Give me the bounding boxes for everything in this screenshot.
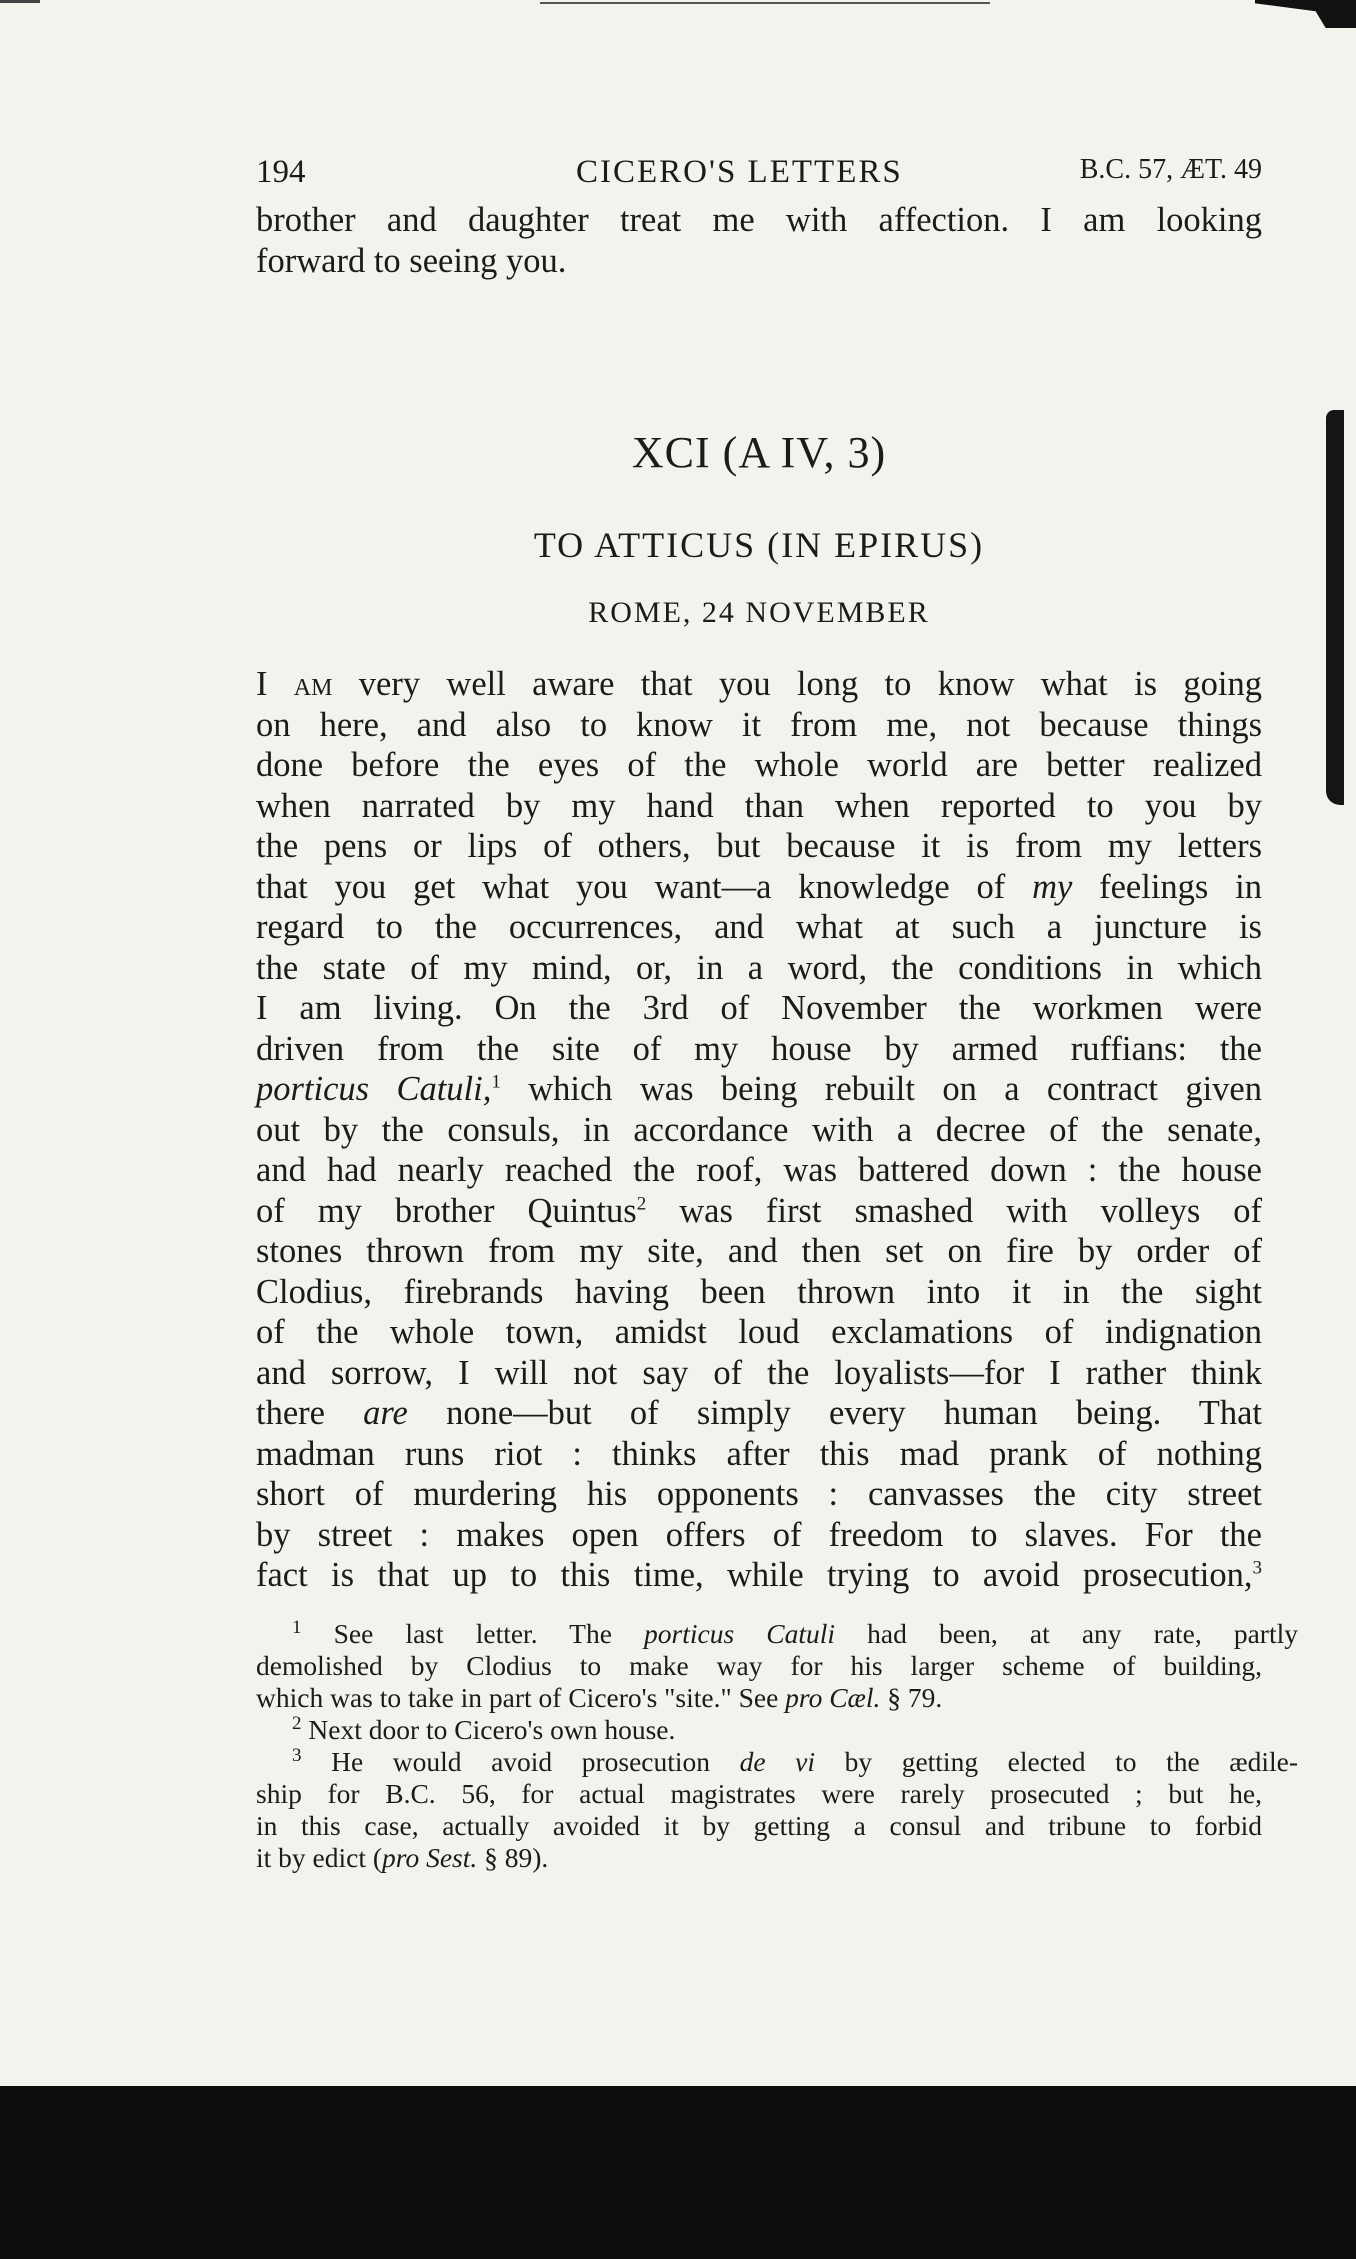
text-line bbox=[256, 867, 1262, 908]
text-line bbox=[256, 1069, 1262, 1110]
scan-bottom-shadow bbox=[0, 2086, 1356, 2259]
text-line: done before the eyes of the whole world are better realized bbox=[256, 746, 1262, 784]
text-run: there bbox=[256, 1394, 364, 1432]
text-line bbox=[256, 1682, 1262, 1714]
text-line: and sorrow, I will not say of the loyalists—for I rather think bbox=[256, 1353, 1262, 1392]
text-line: I am living. On the 3rd of November the workmen were bbox=[256, 989, 1262, 1027]
carryover-text bbox=[256, 200, 1262, 282]
text-line bbox=[256, 1555, 1262, 1596]
text-run: of my brother Quintus bbox=[256, 1191, 637, 1230]
letter-body bbox=[256, 664, 1262, 1596]
text-run: none—but of simply every human being. That bbox=[407, 1394, 1262, 1432]
text-line: by street : makes open offers of freedom to slaves. For the bbox=[256, 1515, 1262, 1554]
italic-run: my bbox=[1032, 867, 1073, 906]
text-line: in this case, actually avoided it by getting a consul and tribune to forbid bbox=[256, 1809, 1262, 1841]
text-line: on here, and also to know it from me, not because things bbox=[256, 705, 1262, 744]
text-line bbox=[256, 1191, 1262, 1232]
text-line: demolished by Clodius to make way for his larger scheme of building, bbox=[256, 1649, 1262, 1681]
italic-run: are bbox=[363, 1394, 408, 1432]
date-reference: B.C. 57, ÆT. 49 bbox=[1079, 154, 1262, 185]
footnote-number: 2 bbox=[292, 1712, 302, 1734]
italic-run: pro Cæl. bbox=[785, 1681, 881, 1713]
text-run: had been, at any rate, partly bbox=[835, 1617, 1298, 1649]
text-line: brother and daughter treat me with affection. I am looking bbox=[256, 201, 1262, 239]
text-run: He would avoid prosecution bbox=[301, 1745, 740, 1777]
text-line: short of murdering his opponents : canvasses the city street bbox=[256, 1475, 1262, 1513]
footnote-3 bbox=[256, 1746, 1298, 1778]
text-run: it by edict ( bbox=[256, 1841, 383, 1873]
text-line bbox=[256, 1842, 1262, 1874]
text-line: regard to the occurrences, and what at such a juncture is bbox=[256, 908, 1262, 946]
text-line: ship for B.C. 56, for actual magistrates were rarely prosecuted ; but he, bbox=[256, 1777, 1262, 1809]
text-line: the state of my mind, or, in a word, the conditions in which bbox=[256, 948, 1262, 987]
italic-run: porticus Catuli bbox=[644, 1617, 836, 1649]
letter-addressee: TO ATTICUS (IN EPIRUS) bbox=[533, 525, 985, 565]
text-line: out by the consuls, in accordance with a decree of the senate, bbox=[256, 1110, 1262, 1149]
footnote-ref: 3 bbox=[1252, 1557, 1262, 1579]
text-run: See last letter. The bbox=[301, 1617, 645, 1649]
running-title: CICERO'S LETTERS bbox=[576, 154, 903, 190]
text-run: was first smashed with volleys of bbox=[646, 1191, 1262, 1230]
text-run: § 89). bbox=[477, 1841, 549, 1873]
text-run: by getting elected to the ædile- bbox=[815, 1745, 1298, 1777]
text-line: the pens or lips of others, but because it is from my letters bbox=[256, 827, 1262, 865]
scan-corner-shadow bbox=[1255, 0, 1356, 28]
text-line: stones thrown from my site, and then set on fire by order of bbox=[256, 1232, 1262, 1270]
text-line: madman runs riot : thinks after this mad prank of nothing bbox=[256, 1434, 1262, 1473]
text-line: when narrated by my hand than when reported to you by bbox=[256, 786, 1262, 825]
footnote-ref: 1 bbox=[491, 1071, 501, 1093]
footnote-number: 1 bbox=[292, 1616, 302, 1638]
text-line: and had nearly reached the roof, was battered down : the house bbox=[256, 1151, 1262, 1189]
text-line: of the whole town, amidst loud exclamations of indignation bbox=[256, 1313, 1262, 1351]
opening-words: I am bbox=[256, 665, 333, 703]
page-number: 194 bbox=[256, 154, 306, 190]
italic-run: pro Sest. bbox=[382, 1841, 478, 1873]
running-header bbox=[256, 140, 1262, 200]
book-page bbox=[256, 140, 1298, 1874]
footnote-2 bbox=[256, 1714, 1298, 1746]
italic-run: porticus Catuli, bbox=[256, 1070, 492, 1108]
scan-edge-shadow bbox=[1326, 410, 1344, 805]
text-run: fact is that up to this time, while trying to avoid prosecution, bbox=[256, 1556, 1253, 1594]
letter-number: XCI (A IV, 3) bbox=[631, 428, 887, 477]
text-run: very well aware that you long to know what is going bbox=[332, 665, 1262, 703]
text-line: driven from the site of my house by armed ruffians: the bbox=[256, 1029, 1262, 1068]
text-run: which was to take in part of Cicero's "site." See bbox=[256, 1681, 786, 1713]
text-line bbox=[256, 664, 1262, 705]
text-line: forward to seeing you. bbox=[256, 242, 567, 280]
text-run: Next door to Cicero's own house. bbox=[301, 1713, 676, 1745]
footnotes bbox=[256, 1616, 1298, 1874]
text-line bbox=[256, 1393, 1262, 1434]
letter-dateline: ROME, 24 NOVEMBER bbox=[588, 596, 930, 629]
footnote-ref: 2 bbox=[636, 1193, 647, 1214]
scan-mark bbox=[0, 0, 40, 3]
footnote-number: 3 bbox=[292, 1744, 302, 1766]
text-run: which was being rebuilt on a contract given bbox=[500, 1070, 1262, 1108]
scan-rule bbox=[540, 2, 990, 4]
text-run: feelings in bbox=[1072, 867, 1262, 906]
text-line: Clodius, firebrands having been thrown into it in the sight bbox=[256, 1272, 1262, 1311]
text-run: that you get what you want—a knowledge of bbox=[256, 867, 1033, 906]
text-run: § 79. bbox=[880, 1681, 943, 1713]
italic-run: de vi bbox=[739, 1745, 816, 1777]
footnote-1 bbox=[256, 1618, 1298, 1650]
